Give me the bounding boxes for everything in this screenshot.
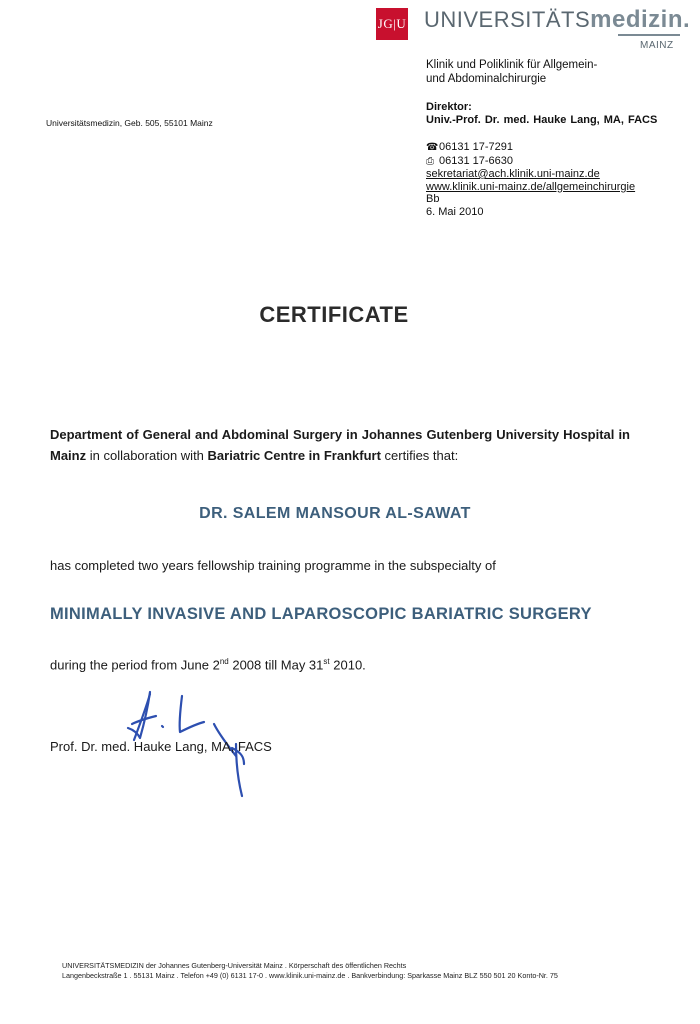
institution-name: Department of General and Abdominal Surgery in Johannes Gutenberg University Hospital in Mainz — [50, 427, 630, 463]
certificate-title: CERTIFICATE — [259, 302, 409, 327]
phone-row — [426, 141, 635, 155]
logo-divider — [618, 34, 680, 36]
period-sup1: nd — [219, 657, 229, 666]
subspecialty-name: MINIMALLY INVASIVE AND LAPAROSCOPIC BARIATRIC SURGERY — [50, 605, 592, 623]
period-sup2: st — [323, 657, 330, 666]
website-link[interactable]: www.klinik.uni-mainz.de/allgemeinchirurgie — [426, 180, 636, 193]
fax-icon: ⎙ — [426, 155, 434, 167]
university-logo-mark: JG|U — [376, 8, 408, 40]
director-label: Direktor: — [426, 101, 472, 113]
recipient-name: DR. SALEM MANSOUR AL-SAWAT — [199, 505, 471, 522]
period-prefix: during the period from June 2 — [50, 657, 220, 673]
contact-block — [426, 141, 635, 218]
period-mid: 2008 till May 31 — [228, 657, 324, 673]
phone-number: 06131 17-7291 — [439, 141, 514, 153]
sender-address: Universitätsmedizin, Geb. 505, 55101 Mainz — [46, 118, 213, 128]
certification-statement — [50, 424, 630, 466]
period-suffix: 2010. — [329, 657, 366, 673]
fax-row — [426, 155, 635, 169]
logo-wordmark-thin: UNIVERSITÄTS — [424, 7, 591, 32]
completion-text: has completed two years fellowship training programme in the subspecialty of — [50, 558, 496, 573]
logo-city: MAINZ — [640, 40, 674, 51]
telephone-icon: ☎ — [426, 142, 439, 153]
certifies-text: certifies that: — [380, 448, 459, 463]
fax-number: 06131 17-6630 — [439, 154, 514, 167]
clinic-name — [426, 58, 686, 86]
email-link[interactable]: sekretariat@ach.klinik.uni-mainz.de — [426, 168, 600, 180]
reference-initials: Bb — [426, 193, 440, 205]
director-name: Univ.-Prof. Dr. med. Hauke Lang, MA, FACS — [426, 114, 658, 126]
partner-institution: Bariatric Centre in Frankfurt — [207, 448, 381, 463]
logo-wordmark-bold: medizin. — [590, 6, 691, 33]
clinic-name-line2: und Abdominalchirurgie — [426, 73, 547, 85]
collaboration-text: in collaboration with — [86, 448, 208, 463]
footer — [62, 961, 558, 981]
letter-date: 6. Mai 2010 — [426, 205, 484, 218]
clinic-name-line1: Klinik und Poliklinik für Allgemein- — [426, 59, 598, 71]
university-logo-wordmark — [424, 6, 690, 34]
training-period — [50, 657, 366, 672]
signer-name: Prof. Dr. med. Hauke Lang, MA, FACS — [50, 739, 272, 754]
footer-line2: Langenbeckstraße 1 . 55131 Mainz . Telefon +49 (0) 6131 17-0 . www.klinik.uni-mainz.de . Bankverbindung: Sparkasse Mainz BLZ 550 501 20 Konto-Nr. 75 — [62, 971, 558, 980]
footer-line1: UNIVERSITÄTSMEDIZIN der Johannes Gutenberg-Universität Mainz . Körperschaft des öffentlichen Rechts — [62, 961, 407, 970]
